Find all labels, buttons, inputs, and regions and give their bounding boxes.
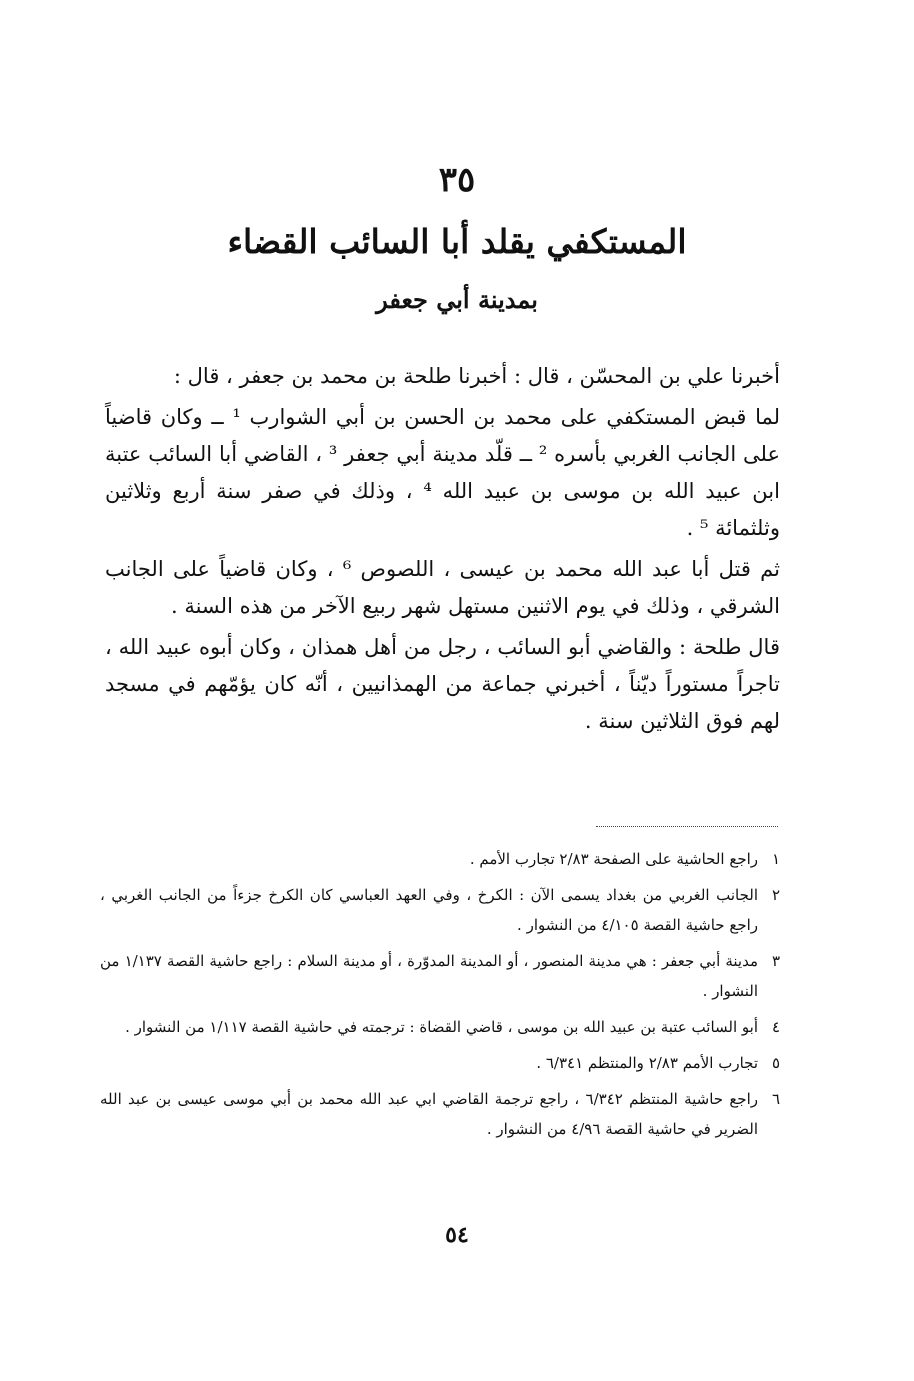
footnote [100, 1048, 780, 1078]
page-subtitle: بمدينة أبي جعفر [376, 285, 538, 314]
paragraph-3: ثم قتل أبا عبد الله محمد بن عيسى ، اللصوص ⁶ ، وكان قاضياً على الجانب الشرقي ، وذلك في يوم الاثنين مستهل شهر ربيع الآخر من هذه السنة . [105, 557, 780, 618]
footnote [100, 880, 780, 940]
footnote-text: تجارب الأمم ٢/٨٣ والمنتظم ٦/٣٤١ . [536, 1054, 758, 1072]
footnote-text: الجانب الغربي من بغداد يسمى الآن : الكرخ ، وفي العهد العباسي كان الكرخ جزءاً من الجانب الغربي ، راجع حاشية القصة ٤/١٠٥ من النشوار . [100, 886, 758, 934]
footnote-number: ٤ [771, 1018, 780, 1036]
footnote-number: ٢ [771, 886, 780, 904]
footnote-number: ٣ [771, 952, 780, 970]
footnote-text: مدينة أبي جعفر : هي مدينة المنصور ، أو المدينة المدوّرة ، أو مدينة السلام : راجع حاشية القصة ١/١٣٧ من النشوار . [100, 952, 758, 1000]
page-number: ٥٤ [445, 1222, 469, 1248]
footnote-number: ١ [771, 850, 780, 868]
footnotes [100, 844, 780, 1150]
footnote [100, 1012, 780, 1042]
footnote-text: راجع الحاشية على الصفحة ٢/٨٣ تجارب الأمم . [469, 850, 758, 868]
footnote [100, 1084, 780, 1144]
story-number: ٣٥ [438, 160, 476, 200]
body-text [105, 358, 780, 740]
footnote-text: راجع حاشية المنتظم ٦/٣٤٢ ، راجع ترجمة القاضي ابي عبد الله محمد بن أبي موسى عيسى بن عبد الله الضرير في حاشية القصة ٤/٩٦ من النشوار . [100, 1090, 758, 1138]
footnote [100, 946, 780, 1006]
footnote-divider [596, 826, 778, 827]
paragraph-2: لما قبض المستكفي على محمد بن الحسن بن أبي الشوارب ¹ ــ وكان قاضياً على الجانب الغربي بأسره ² ــ قلّد مدينة أبي جعفر ³ ، القاضي أبا السائب عتبة ابن عبيد الله بن موسى بن عبيد الله ⁴ ، وذلك في صفر سنة أربع وثلاثين وثلثمائة ⁵ . [105, 405, 781, 540]
footnote-number: ٦ [771, 1090, 780, 1108]
paragraph-1: أخبرنا علي بن المحسّن ، قال : أخبرنا طلحة بن محمد بن جعفر ، قال : [173, 364, 780, 388]
page-title: المستكفي يقلد أبا السائب القضاء [227, 222, 687, 261]
footnote-text: أبو السائب عتبة بن عبيد الله بن موسى ، قاضي القضاة : ترجمته في حاشية القصة ١/١١٧ من النشوار . [125, 1018, 758, 1036]
footnote [100, 844, 780, 874]
paragraph-4: قال طلحة : والقاضي أبو السائب ، رجل من أهل همذان ، وكان أبوه عبيد الله ، تاجراً مستوراً ديّناً ، أخبرني جماعة من الهمذانيين ، أنّه كان يؤمّهم في مسجد لهم فوق الثلاثين سنة . [105, 635, 780, 733]
footnote-number: ٥ [771, 1054, 780, 1072]
